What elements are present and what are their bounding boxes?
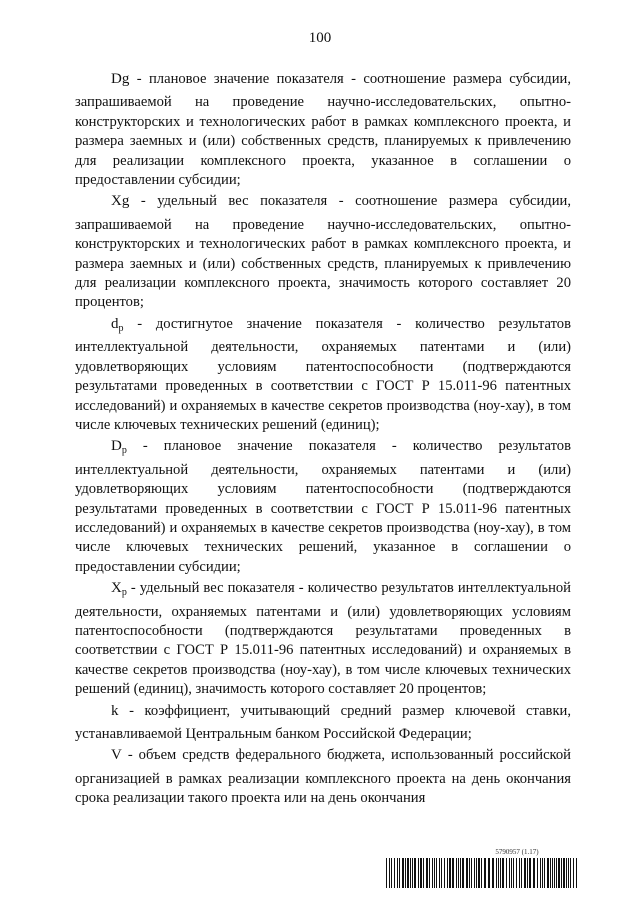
definition-text: - удельный вес показателя - количество результатов интеллектуальной деятельности, охраняемых патентами и (или) удовлетворяющих условиям патентоспособности (подтверждаются результатами проведенных в соответствии с ГОСТ Р 15.011-96 патентных исследований) и охраняемых в качестве секретов производства (ноу-хау), в том числе ключевых технических решений (единиц), значимость которого составляет 20 процентов; bbox=[75, 580, 571, 698]
symbol: Dg bbox=[111, 71, 130, 87]
definition-text: - удельный вес показателя - соотношение размера субсидии, запрашиваемой на проведение научно-исследовательских, опытно-конструкторских и технологических работ в рамках комплексного проекта, и размера заемных и (или) собственных средств, планируемых к привлечению для реализации комплексного проекта, значимость которого составляет 20 процентов; bbox=[75, 193, 571, 311]
barcode-icon bbox=[384, 858, 580, 888]
paragraph-dp-planned bbox=[75, 437, 571, 577]
symbol: d bbox=[111, 315, 119, 332]
symbol: D bbox=[111, 438, 122, 455]
symbol: V bbox=[111, 747, 122, 764]
body-text bbox=[75, 70, 571, 811]
symbol: X bbox=[111, 580, 122, 597]
page-number: 100 bbox=[308, 30, 332, 46]
symbol: k bbox=[111, 702, 119, 719]
barcode-stamp bbox=[384, 848, 580, 890]
paragraph-k bbox=[75, 702, 571, 745]
paragraph-xg bbox=[75, 192, 571, 312]
subscript: p bbox=[118, 322, 124, 334]
subscript: p bbox=[121, 445, 127, 457]
definition-text: - объем средств федерального бюджета, использованный российской организацией в рамках реализации комплексного проекта на день окончания срока реализации такого проекта или на день окончания bbox=[75, 747, 571, 807]
barcode-code: 5790957 (1.17) bbox=[495, 848, 539, 856]
definition-text: - коэффициент, учитывающий средний размер ключевой ставки, устанавливаемой Центральным банком Российской Федерации; bbox=[75, 702, 571, 742]
definition-text: - плановое значение показателя - количество результатов интеллектуальной деятельности, охраняемых патентами и (или) удовлетворяющих условиям патентоспособности (подтверждаются результатами проведенных в соответствии с ГОСТ Р 15.011-96 патентных исследований) и охраняемых в качестве секретов производства (ноу-хау), в том числе ключевых технических решений, указанное в соглашении о предоставлении субсидии; bbox=[75, 438, 571, 575]
definition-text: - плановое значение показателя - соотношение размера субсидии, запрашиваемой на проведение научно-исследовательских, опытно-конструкторских и технологических работ в рамках комплексного проекта, и размера заемных и (или) собственных средств, планируемых к привлечению для реализации комплексного проекта, указанное в соглашении о предоставлении субсидии; bbox=[75, 71, 571, 189]
subscript: p bbox=[121, 587, 127, 599]
paragraph-dg bbox=[75, 70, 571, 190]
paragraph-v bbox=[75, 746, 571, 808]
definition-text: - достигнутое значение показателя - количество результатов интеллектуальной деятельности, охраняемых патентами и (или) удовлетворяющих условиям патентоспособности (подтверждаются результатами проведенных в соответствии с ГОСТ Р 15.011-96 патентных исследований) и охраняемых в качестве секретов производства (ноу-хау), в том числе ключевых технических решений (единиц); bbox=[75, 315, 571, 433]
paragraph-xp bbox=[75, 579, 571, 699]
paragraph-dp-achieved bbox=[75, 315, 571, 435]
symbol: Xg bbox=[111, 193, 130, 210]
